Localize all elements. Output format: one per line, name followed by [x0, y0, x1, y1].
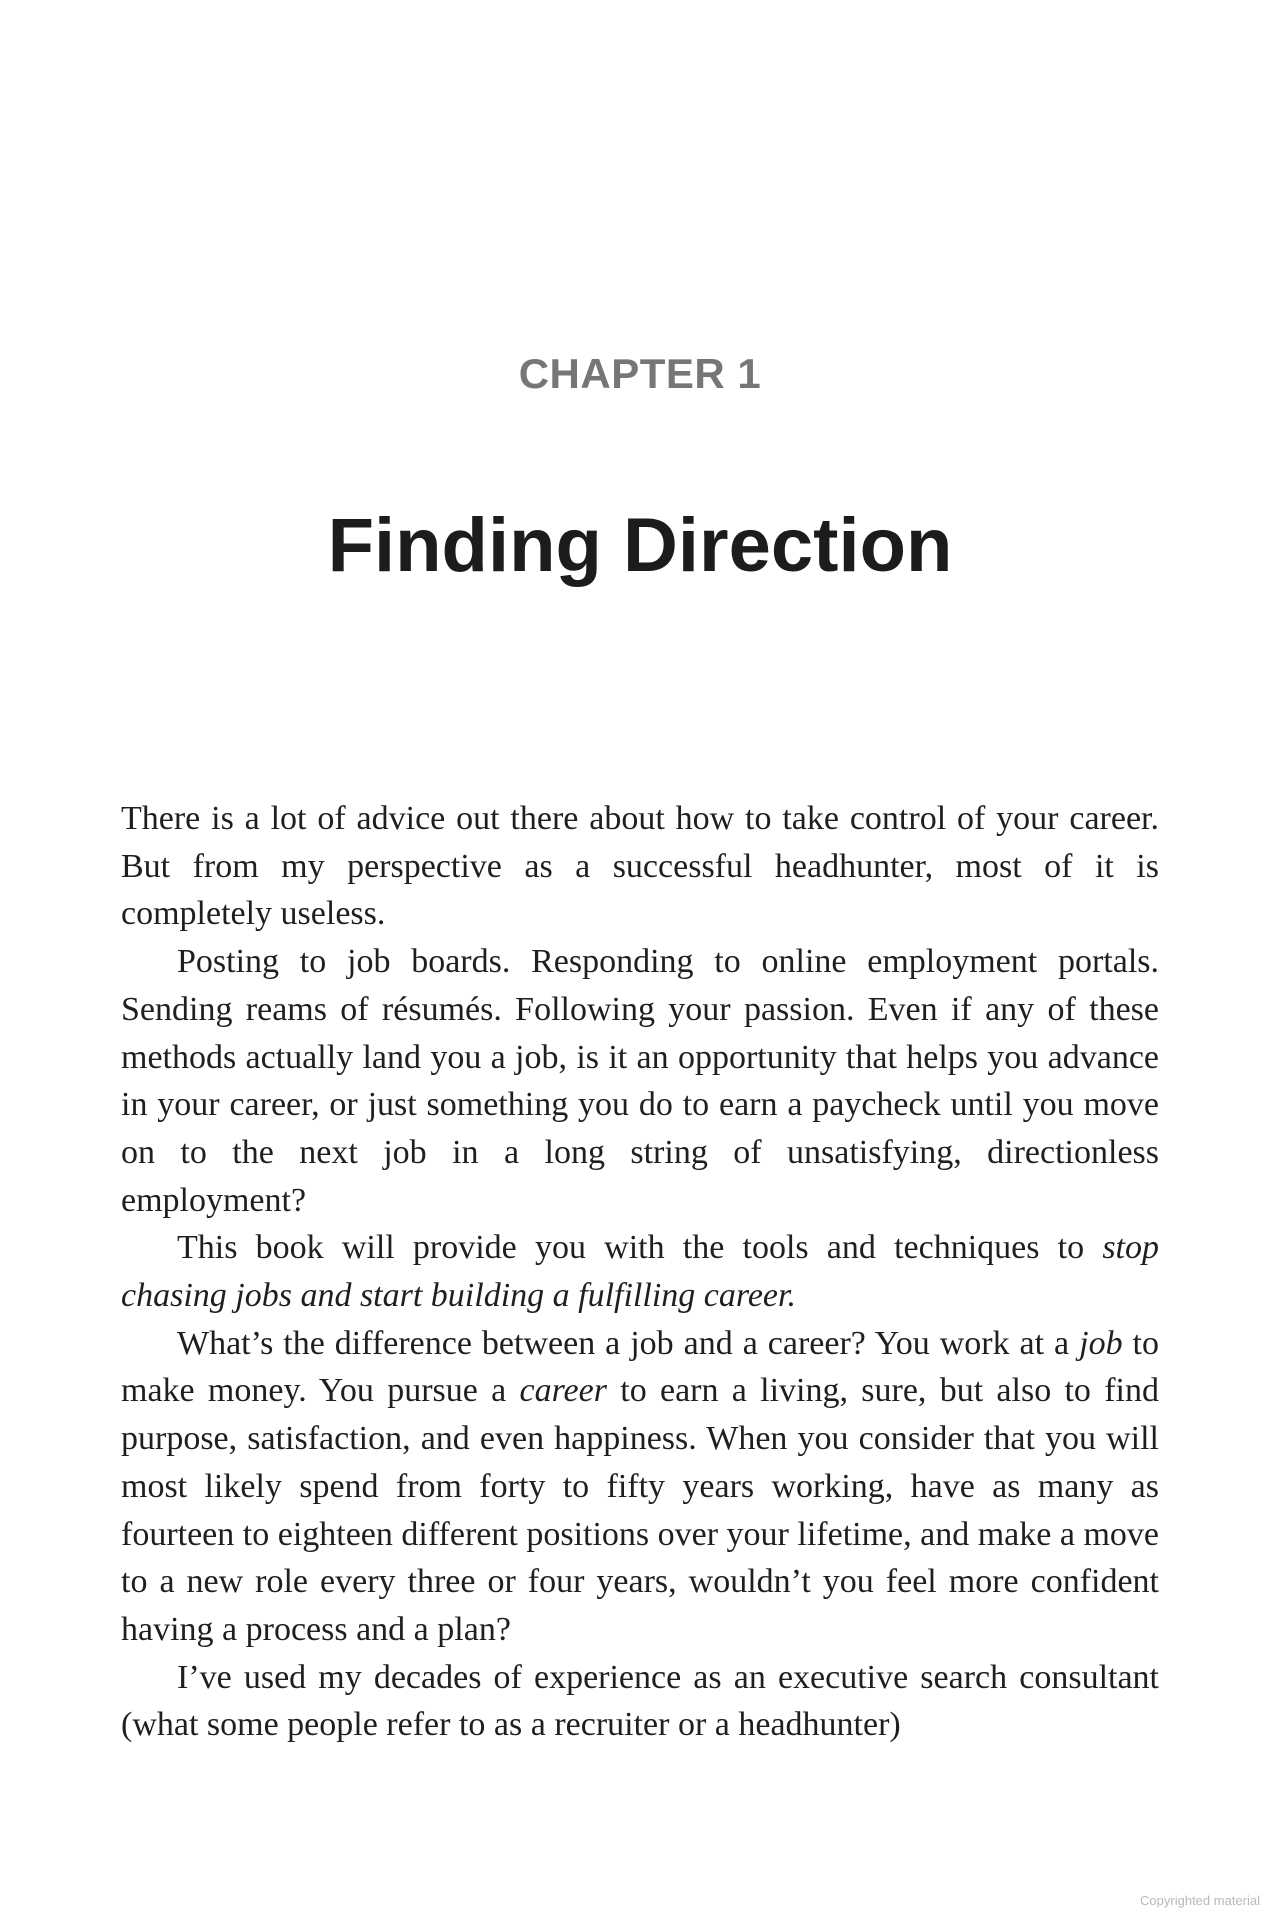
paragraph-1: There is a lot of advice out there about how to take control of your career. But from my perspective as a successful headhunter, most of it is completely useless.: [121, 800, 1159, 933]
chapter-body: [121, 795, 1159, 1749]
chapter-number: CHAPTER 1: [518, 350, 762, 397]
paragraph-2: Posting to job boards. Responding to online employment portals. Sending reams of résumés. Following your passion. Even if any of these methods actually land you a job, is it an opportunity that helps you advance in your career, or just something you do to earn a paycheck until you move on to the next job in a long string of unsatisfying, directionless employment?: [121, 943, 1159, 1219]
paragraph-4: [121, 1320, 1159, 1654]
paragraph-4-text-a: What’s the difference between a job and a career? You work at a: [177, 1324, 1080, 1362]
copyright-watermark: Copyrighted material: [1140, 1893, 1260, 1908]
paragraph-5: I’ve used my decades of experience as an executive search consultant (what some people refer to as a recruiter or a headhunter): [121, 1658, 1159, 1744]
paragraph-4-emphasis-job: job: [1079, 1324, 1123, 1362]
paragraph-3: [121, 1224, 1159, 1319]
paragraph-4-text-b: to make money. You pursue a: [121, 1324, 1159, 1410]
chapter-title: Finding Direction: [327, 503, 953, 588]
paragraph-4-emphasis-career: career: [519, 1372, 607, 1410]
paragraph-3-text: This book will provide you with the tools and techniques to: [177, 1229, 1103, 1267]
paragraph-4-text-c: to earn a living, sure, but also to find purpose, satisfaction, and even happiness. When you consider that you will most likely spend from forty to fifty years working, have as many as fourteen to eighteen different positions over your lifetime, and make a move to a new role every three or four years, wouldn’t you feel more confident having a process and a plan?: [121, 1372, 1159, 1648]
paragraph-3-emphasis: stop chasing jobs and start building a fulfilling career.: [121, 1229, 1159, 1315]
